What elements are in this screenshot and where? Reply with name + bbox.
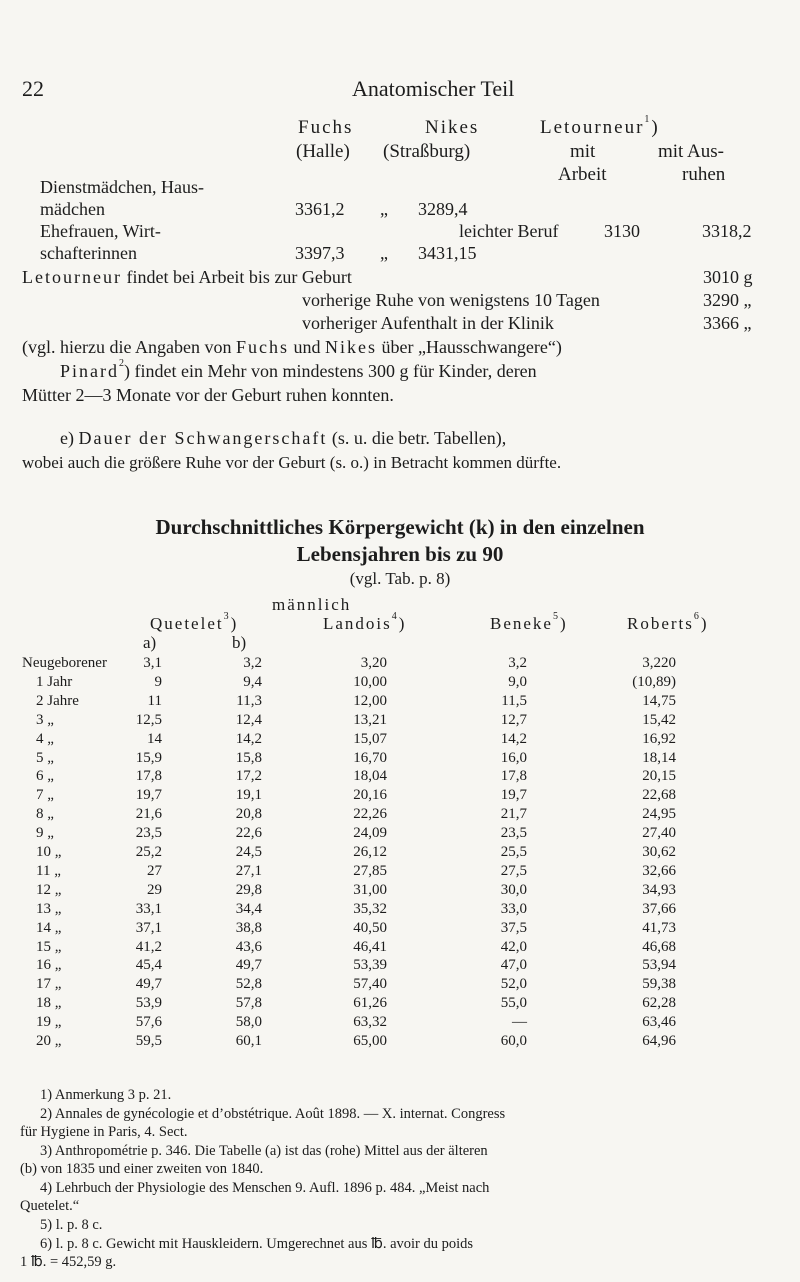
col-letourneur: Letourneur$^1$) xyxy=(540,114,660,138)
col-quetelet: Quetelet$^3$) xyxy=(150,611,239,633)
cell-landois: 31,00 xyxy=(353,881,387,898)
cell-age: 7 „ xyxy=(36,787,54,804)
cell-roberts: 18,14 xyxy=(642,749,676,766)
cell-quetelet-a: 17,8 xyxy=(135,768,162,785)
table-group: männlich xyxy=(272,595,352,614)
cell-beneke: 23,5 xyxy=(500,825,527,842)
cell-age: 3 „ xyxy=(36,711,54,728)
cell-age: 12 „ xyxy=(36,881,62,898)
col-fuchs-sub: (Halle) xyxy=(296,141,350,162)
cell-beneke: 55,0 xyxy=(500,995,527,1012)
cell-roberts: 15,42 xyxy=(642,711,676,728)
cell-landois: 57,40 xyxy=(353,976,387,993)
cell-quetelet-a: 21,6 xyxy=(135,806,162,823)
cell-landois: 63,32 xyxy=(353,1014,387,1031)
cell-landois: 35,32 xyxy=(353,900,387,917)
cell-beneke: 47,0 xyxy=(500,957,527,974)
cell-age: 19 „ xyxy=(36,1014,62,1031)
cell-roberts: 22,68 xyxy=(642,787,676,804)
footnote-3-line-2: (b) von 1835 und einer zweiten von 1840. xyxy=(20,1161,264,1177)
footnote-4-line-1: 4) Lehrbuch der Physiologie des Menschen 9. Aufl. 1896 p. 484. „Meist nach xyxy=(40,1180,490,1196)
cell-landois: 24,09 xyxy=(353,825,387,842)
col-fuchs: Fuchs xyxy=(298,117,354,138)
cell-quetelet-b: 49,7 xyxy=(235,957,262,974)
cell-quetelet-b: 29,8 xyxy=(235,881,262,898)
cell-beneke: 60,0 xyxy=(500,1033,527,1049)
col-mit-ausruhen-1: mit Aus- xyxy=(658,141,724,162)
cell-quetelet-b: 60,1 xyxy=(235,1033,262,1049)
cell-age: 2 Jahre xyxy=(36,692,79,709)
page-number: 22 xyxy=(22,76,44,101)
row2-label-2: schafterinnen xyxy=(40,243,137,263)
cell-beneke: — xyxy=(512,1014,527,1031)
cell-quetelet-b: 52,8 xyxy=(235,976,262,993)
cell-age: 9 „ xyxy=(36,825,54,842)
cell-quetelet-b: 57,8 xyxy=(235,995,262,1012)
row2-arbeit: 3130 xyxy=(604,221,640,241)
cell-landois: 15,07 xyxy=(353,730,387,747)
cell-landois: 12,00 xyxy=(353,692,387,709)
cell-quetelet-b: 38,8 xyxy=(235,919,262,936)
cell-roberts: 63,46 xyxy=(642,1014,676,1031)
col-a: a) xyxy=(143,633,157,652)
para-line-6: Mütter 2—3 Monate vor der Geburt ruhen konnten. xyxy=(22,385,394,405)
cell-beneke: 17,8 xyxy=(500,768,527,785)
cell-beneke: 27,5 xyxy=(500,862,527,879)
row2-mid: leichter Beruf xyxy=(459,221,559,241)
table-title-1: Durchschnittliches Körpergewicht (k) in den einzelnen xyxy=(155,515,645,539)
cell-landois: 53,39 xyxy=(353,957,387,974)
table-subtitle: (vgl. Tab. p. 8) xyxy=(349,569,451,588)
cell-age: 17 „ xyxy=(36,976,62,993)
cell-quetelet-b: 3,2 xyxy=(243,655,262,671)
col-mit-arbeit-2: Arbeit xyxy=(558,164,607,185)
section-e-line-2: wobei auch die größere Ruhe vor der Geburt (s. o.) in Betracht kommen dürfte. xyxy=(22,453,562,472)
footnote-3-line-1: 3) Anthropométrie p. 346. Die Tabelle (a) ist das (rohe) Mittel aus der älteren xyxy=(40,1143,488,1159)
footnote-2-line-1: 2) Annales de gynécologie et d’obstétrique. Août 1898. — X. internat. Congress xyxy=(40,1106,506,1122)
cell-age: 13 „ xyxy=(36,900,62,917)
cell-roberts: 53,94 xyxy=(642,957,676,974)
cell-beneke: 52,0 xyxy=(500,976,527,993)
cell-beneke: 11,5 xyxy=(501,692,527,709)
row1-label-2: mädchen xyxy=(40,199,105,219)
cell-quetelet-a: 57,6 xyxy=(135,1014,162,1031)
cell-quetelet-b: 9,4 xyxy=(243,673,262,690)
footnote-4-line-2: Quetelet.“ xyxy=(20,1198,80,1214)
cell-quetelet-b: 24,5 xyxy=(235,844,262,860)
cell-age: 11 „ xyxy=(36,862,61,879)
cell-beneke: 3,2 xyxy=(508,655,527,671)
running-head: Anatomischer Teil xyxy=(352,76,515,101)
cell-roberts: 46,68 xyxy=(642,938,676,955)
col-nikes-sub: (Straßburg) xyxy=(383,141,471,162)
cell-quetelet-b: 34,4 xyxy=(235,900,262,917)
cell-quetelet-a: 27 xyxy=(147,862,162,879)
cell-roberts: 32,66 xyxy=(642,862,676,879)
cell-age: 4 „ xyxy=(36,730,54,747)
para-line-3-value: 3366 „ xyxy=(703,313,752,333)
table-title-2: Lebensjahren bis zu 90 xyxy=(296,542,504,566)
footnote-6-line-1: 6) l. p. 8 c. Gewicht mit Hauskleidern. Umgerechnet aus ℔. avoir du poids xyxy=(40,1236,474,1252)
footnote-1: 1) Anmerkung 3 p. 21. xyxy=(40,1087,172,1103)
row2-fuchs: 3397,3 xyxy=(295,243,345,263)
cell-quetelet-b: 17,2 xyxy=(235,768,262,785)
cell-beneke: 21,7 xyxy=(500,806,527,823)
cell-quetelet-a: 12,5 xyxy=(135,711,162,728)
cell-beneke: 42,0 xyxy=(500,938,527,955)
row2-nikes: 3431,15 xyxy=(418,243,477,263)
cell-quetelet-b: 22,6 xyxy=(235,825,262,842)
cell-age: 16 „ xyxy=(36,957,62,974)
cell-beneke: 12,7 xyxy=(500,711,527,728)
cell-quetelet-a: 9 xyxy=(154,673,162,690)
cell-beneke: 25,5 xyxy=(500,844,527,860)
col-landois: Landois$^4$) xyxy=(323,611,407,633)
cell-roberts: 59,38 xyxy=(642,976,676,993)
cell-roberts: 16,92 xyxy=(642,730,676,747)
cell-quetelet-b: 58,0 xyxy=(235,1014,262,1031)
cell-quetelet-a: 59,5 xyxy=(135,1033,162,1049)
cell-quetelet-b: 20,8 xyxy=(235,806,262,823)
cell-roberts: 14,75 xyxy=(642,692,676,709)
cell-roberts: 20,15 xyxy=(642,768,676,785)
cell-age: 18 „ xyxy=(36,995,62,1012)
cell-roberts: 41,73 xyxy=(642,919,676,936)
cell-landois: 65,00 xyxy=(353,1033,387,1049)
row2-ditto: „ xyxy=(380,243,388,263)
cell-landois: 20,16 xyxy=(353,787,387,804)
para-line-2-value: 3290 „ xyxy=(703,290,752,310)
cell-landois: 27,85 xyxy=(353,862,387,879)
para-line-3: vorheriger Aufenthalt in der Klinik xyxy=(302,313,554,333)
cell-beneke: 19,7 xyxy=(500,787,527,804)
cell-quetelet-a: 11 xyxy=(147,692,162,709)
cell-landois: 18,04 xyxy=(353,768,387,785)
cell-age: Neugeborener xyxy=(22,655,107,671)
cell-age: 8 „ xyxy=(36,806,54,823)
cell-quetelet-a: 14 xyxy=(147,730,162,747)
cell-age: 5 „ xyxy=(36,749,54,766)
col-mit-arbeit-1: mit xyxy=(570,141,596,162)
row1-label-1: Dienstmädchen, Haus- xyxy=(40,177,204,197)
cell-quetelet-b: 15,8 xyxy=(235,749,262,766)
cell-quetelet-b: 43,6 xyxy=(235,938,262,955)
cell-quetelet-a: 3,1 xyxy=(143,655,162,671)
cell-quetelet-a: 53,9 xyxy=(135,995,162,1012)
cell-quetelet-b: 11,3 xyxy=(236,692,262,709)
row2-label-1: Ehefrauen, Wirt- xyxy=(40,221,161,241)
cell-quetelet-a: 41,2 xyxy=(135,938,162,955)
cell-quetelet-b: 27,1 xyxy=(235,862,262,879)
row1-ditto: „ xyxy=(380,199,388,219)
cell-roberts: 24,95 xyxy=(642,806,676,823)
cell-beneke: 33,0 xyxy=(500,900,527,917)
para-line-2: vorherige Ruhe von wenigstens 10 Tagen xyxy=(302,290,600,310)
para-line-4: (vgl. hierzu die Angaben von Fuchs und Nikes über „Hausschwangere“) xyxy=(22,337,562,357)
cell-landois: 3,20 xyxy=(360,655,387,671)
footnote-5: 5) l. p. 8 c. xyxy=(40,1217,103,1233)
row1-nikes: 3289,4 xyxy=(418,199,468,219)
cell-roberts: 30,62 xyxy=(642,844,676,860)
cell-beneke: 9,0 xyxy=(508,673,527,690)
cell-quetelet-a: 33,1 xyxy=(135,900,162,917)
cell-quetelet-b: 19,1 xyxy=(235,787,262,804)
row1-fuchs: 3361,2 xyxy=(295,199,345,219)
cell-roberts: 64,96 xyxy=(642,1033,676,1049)
cell-beneke: 37,5 xyxy=(500,919,527,936)
cell-roberts: 62,28 xyxy=(642,995,676,1012)
cell-age: 20 „ xyxy=(36,1033,62,1049)
cell-roberts: 27,40 xyxy=(642,825,676,842)
cell-roberts: 37,66 xyxy=(642,900,676,917)
cell-quetelet-a: 37,1 xyxy=(135,919,162,936)
cell-quetelet-a: 29 xyxy=(147,881,162,898)
cell-age: 14 „ xyxy=(36,919,62,936)
cell-age: 10 „ xyxy=(36,844,62,860)
col-b: b) xyxy=(232,633,247,652)
col-beneke: Beneke$^5$) xyxy=(490,611,568,633)
cell-age: 6 „ xyxy=(36,768,54,785)
cell-landois: 22,26 xyxy=(353,806,387,823)
cell-beneke: 16,0 xyxy=(500,749,527,766)
cell-quetelet-a: 19,7 xyxy=(135,787,162,804)
cell-beneke: 30,0 xyxy=(500,881,527,898)
col-roberts: Roberts$^6$) xyxy=(627,611,709,633)
cell-landois: 61,26 xyxy=(353,995,387,1012)
section-e-line-1: e) Dauer der Schwangerschaft (s. u. die betr. Tabellen), xyxy=(60,428,507,448)
cell-landois: 40,50 xyxy=(353,919,387,936)
cell-quetelet-b: 12,4 xyxy=(235,711,262,728)
cell-roberts: (10,89) xyxy=(632,673,676,690)
para-line-1-value: 3010 g xyxy=(703,267,753,287)
cell-quetelet-a: 15,9 xyxy=(135,749,162,766)
cell-landois: 13,21 xyxy=(353,711,387,728)
cell-landois: 46,41 xyxy=(353,938,387,955)
col-mit-ausruhen-2: ruhen xyxy=(682,164,726,185)
para-line-5: Pinard$^2$) findet ein Mehr von mindestens 300 g für Kinder, deren xyxy=(60,358,537,381)
col-nikes: Nikes xyxy=(425,117,480,138)
cell-roberts: 34,93 xyxy=(642,881,676,898)
cell-quetelet-a: 45,4 xyxy=(135,957,162,974)
cell-age: 15 „ xyxy=(36,938,62,955)
footnote-6-line-2: 1 ℔. = 452,59 g. xyxy=(20,1254,117,1270)
footnote-2-line-2: für Hygiene in Paris, 4. Sect. xyxy=(20,1124,188,1140)
row2-ausruhen: 3318,2 xyxy=(702,221,752,241)
para-line-1: Letourneur findet bei Arbeit bis zur Geburt xyxy=(22,267,352,287)
cell-beneke: 14,2 xyxy=(500,730,527,747)
cell-quetelet-a: 25,2 xyxy=(135,844,162,860)
cell-landois: 26,12 xyxy=(353,844,387,860)
cell-quetelet-b: 14,2 xyxy=(235,730,262,747)
cell-landois: 16,70 xyxy=(353,749,387,766)
cell-age: 1 Jahr xyxy=(36,673,73,690)
cell-roberts: 3,220 xyxy=(642,655,676,671)
cell-landois: 10,00 xyxy=(353,673,387,690)
cell-quetelet-a: 49,7 xyxy=(135,976,162,993)
cell-quetelet-a: 23,5 xyxy=(135,825,162,842)
